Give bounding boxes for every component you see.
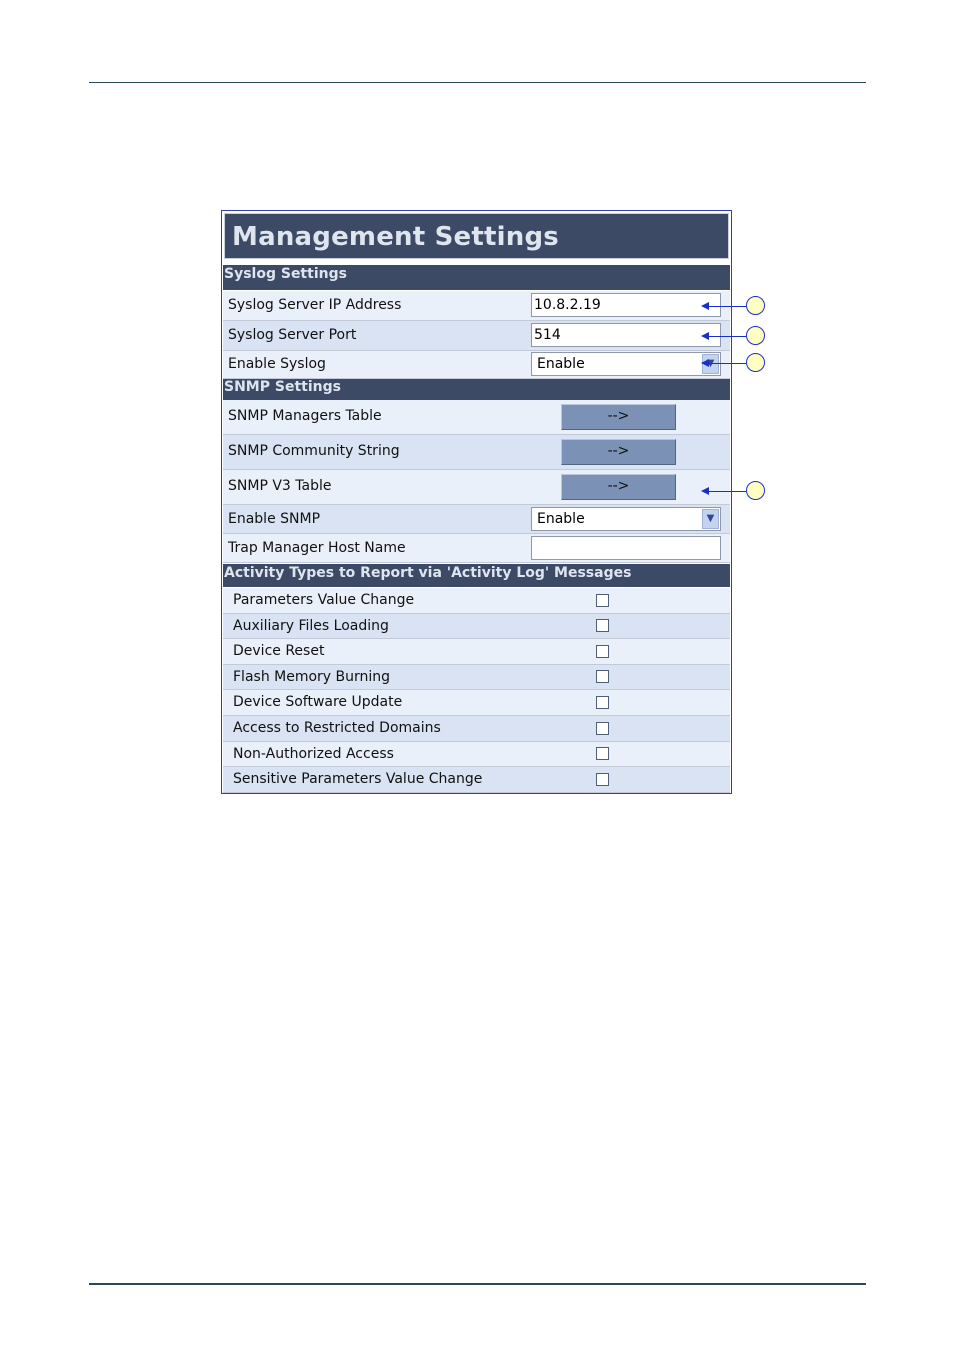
page-title-bar — [224, 213, 729, 259]
snmp-section-header: SNMP Settings — [223, 379, 730, 400]
activity-checkbox[interactable] — [596, 645, 609, 658]
callout-line — [708, 491, 746, 492]
snmp-managers-table-button[interactable]: --> — [561, 404, 676, 430]
syslog-server-port-input[interactable]: 514 — [531, 323, 721, 347]
callout-circle-icon — [746, 296, 765, 315]
trap-manager-host-label: Trap Manager Host Name — [228, 540, 406, 556]
snmp-managers-table-label: SNMP Managers Table — [228, 408, 382, 424]
syslog-server-ip-input[interactable]: 10.8.2.19 — [531, 293, 721, 317]
callout-arrow-icon — [701, 302, 709, 310]
snmp-community-string-label: SNMP Community String — [228, 443, 400, 459]
activity-row: Parameters Value Change — [223, 588, 730, 614]
activity-row: Device Reset — [223, 639, 730, 665]
trap-manager-host-input[interactable] — [531, 536, 721, 560]
activity-checkbox[interactable] — [596, 594, 609, 607]
activity-checkbox[interactable] — [596, 773, 609, 786]
footer-rule — [89, 1283, 866, 1285]
enable-snmp-label: Enable SNMP — [228, 511, 321, 527]
snmp-community-string-button[interactable]: --> — [561, 439, 676, 465]
page-title: Management Settings — [232, 222, 559, 252]
enable-snmp-row — [223, 505, 730, 534]
header-rule — [89, 82, 866, 83]
callout-arrow-icon — [701, 332, 709, 340]
syslog-server-ip-row — [223, 291, 730, 321]
syslog-server-port-label: Syslog Server Port — [228, 327, 357, 343]
activity-checkbox[interactable] — [596, 670, 609, 683]
enable-syslog-label: Enable Syslog — [228, 356, 326, 372]
snmp-v3-table-label: SNMP V3 Table — [228, 478, 332, 494]
activity-row: Device Software Update — [223, 690, 730, 716]
trap-manager-host-row — [223, 534, 730, 563]
snmp-community-string-row — [223, 435, 730, 470]
activity-checkbox[interactable] — [596, 747, 609, 760]
activity-row: Flash Memory Burning — [223, 665, 730, 690]
callout-line — [708, 306, 746, 307]
callout-arrow-icon — [701, 359, 709, 367]
syslog-section-header: Syslog Settings — [223, 265, 730, 290]
callout-circle-icon — [746, 326, 765, 345]
activity-checkbox[interactable] — [596, 722, 609, 735]
enable-syslog-select[interactable]: Enable — [531, 352, 721, 376]
chevron-down-icon[interactable]: ▼ — [702, 509, 719, 529]
activity-checkbox[interactable] — [596, 696, 609, 709]
management-settings-panel — [221, 210, 732, 794]
callout-line — [708, 336, 746, 337]
snmp-managers-table-row — [223, 400, 730, 435]
callout-arrow-icon — [701, 487, 709, 495]
enable-snmp-select[interactable]: Enable ▼ — [531, 507, 721, 531]
callout-circle-icon — [746, 353, 765, 372]
snmp-v3-table-button[interactable]: --> — [561, 474, 676, 500]
syslog-server-port-row — [223, 321, 730, 351]
activity-row: Access to Restricted Domains — [223, 716, 730, 742]
snmp-v3-table-row — [223, 470, 730, 505]
activity-row: Sensitive Parameters Value Change — [223, 767, 730, 793]
callout-circle-icon — [746, 481, 765, 500]
syslog-server-ip-label: Syslog Server IP Address — [228, 297, 402, 313]
activity-checkbox[interactable] — [596, 619, 609, 632]
activity-section-header: Activity Types to Report via 'Activity Log' Messages — [223, 564, 730, 587]
enable-syslog-row — [223, 351, 730, 379]
activity-row: Non-Authorized Access — [223, 742, 730, 767]
callout-line — [708, 363, 746, 364]
activity-row: Auxiliary Files Loading — [223, 614, 730, 639]
